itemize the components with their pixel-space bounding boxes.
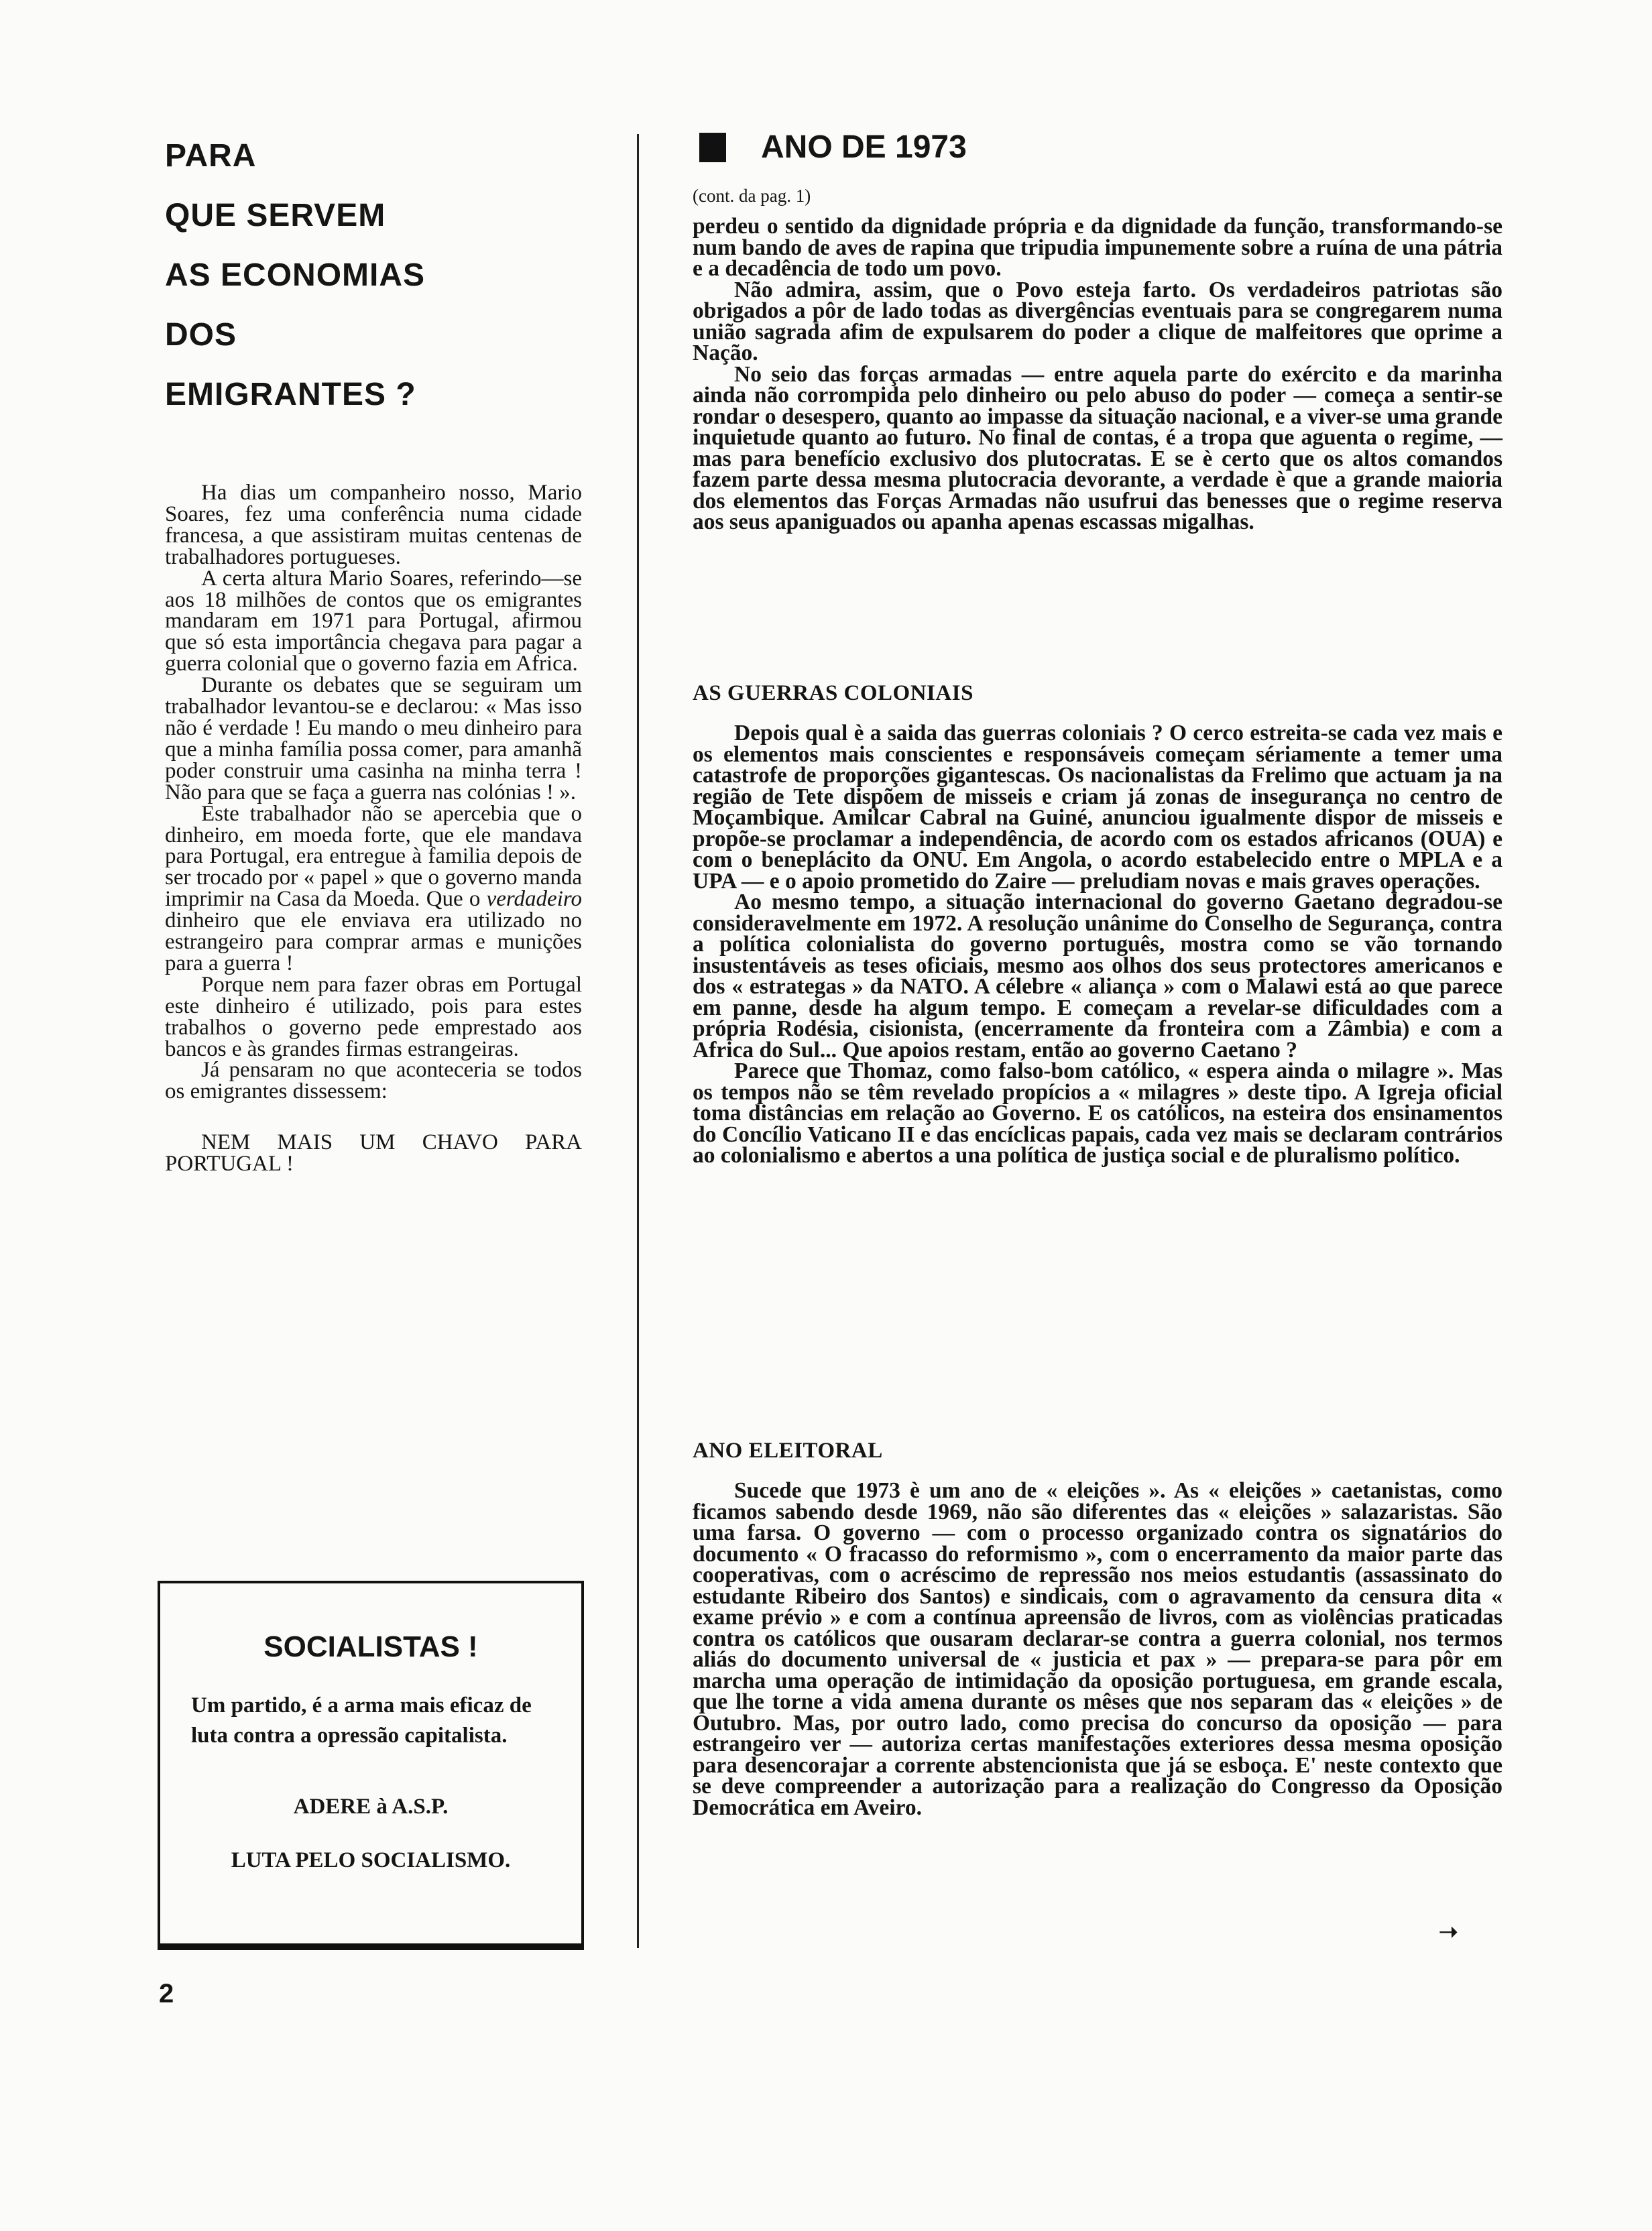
- section-1: [693, 216, 1502, 533]
- arrow-right-icon: ➝: [1439, 1920, 1458, 1945]
- closing-slogan: NEM MAIS UM CHAVO PARA PORTUGAL !: [165, 1130, 582, 1177]
- paragraph: Parece que Thomaz, como falso-bom católico, « espera ainda o milagre ». Mas os tempos não se têm revelado propícios a « milagres » deste tipo. A Igreja oficial toma distâncias em relação ao Governo. E os católicos, na esteira dos ensinamentos do Concílio Vaticano II e das encíclicas papais, cada vez mais se declaram contrários ao colonialismo e abertos a una política de justiça social e de pluralismo político.: [693, 1059, 1502, 1168]
- title-line: EMIGRANTES ?: [165, 377, 416, 412]
- paragraph: Sucede que 1973 è um ano de « eleições ». As « eleições » caetanistas, como ficamos sabendo desde 1969, não são diferentes das « eleições » salazaristas. São uma farsa. O governo — com o processo organizado contra os signatários do documento « O fracasso do reformismo », com o encerramento da maior parte das cooperativas, com o acréscimo de repressão nos meios estudantis (assassinato do estudante Ribeiro dos Santos) e sindicais, com o agravamento da censura dita « exame prévio » e com a contínua apreensão de livros, com as violências praticadas contra os católicos que ousaram declarar-se contra a guerra colonial, nos termos aliás do documento universal de « justicia et pax » — prepara-se para pôr em marcha uma operação de intimidação da oposição portuguesa, em grande escala, que lhe torne a vida amena durante os mêses que nos separam das « eleições » de Outubro. Mas, por outro lado, como precisa do concurso da oposição — para estrangeiro ver — autoriza certas manifestações exteriores dessa mesma oposição para desencorajar a corrente abstencionista que já se esboça. E' neste contexto que se deve compreender a autorização para a realização do Congresso da Oposição Democrática em Aveiro.: [693, 1478, 1502, 1820]
- box-text: Um partido, é a arma mais eficaz de luta contra a opressão capitalista.: [191, 1693, 532, 1748]
- paragraph: [165, 801, 582, 975]
- left-article-body: [165, 483, 582, 1175]
- emphasis: verdadeiro: [486, 887, 582, 912]
- page-number: 2: [159, 1979, 174, 2008]
- right-article-heading: [699, 129, 967, 166]
- paragraph: Ha dias um companheiro nosso, Mario Soares, fez uma conferência numa cidade francesa, a que assistiram muitas centenas de trabalhadores portugueses.: [165, 481, 582, 569]
- paragraph: Depois qual è a saida das guerras coloniais ? O cerco estreita-se cada vez mais e os elementos mais conscientes e responsáveis começam sériamente a temer uma catastrofe de proporções gigantescas. Os nacionalistas da Frelimo que actuam ja na região de Tete dispõem de misseis e criam já zonas de insegurança no centro de Moçambique. Amilcar Cabral na Guiné, anunciou igualmente dispor de misseis e propõe-se proclamar a independência, de acordo com os estados africanos (OUA) e com o beneplácito da ONU. Em Angola, o acordo estabelecido entre o MPLA e a UPA — e o apoio prometido do Zaire — preludiam novas e mais graves operações.: [693, 721, 1502, 894]
- paragraph: No seio das forças armadas — entre aquela parte do exército e da marinha ainda não corrompida pelo dinheiro ou pelo abuso do poder — começa a sentir-se rondar o desespero, quanto ao impasse da situação nacional, e a viver-se uma grande inquietude quanto ao futuro. No final de contas, é a tropa que aguenta o regime, — mas para benefício exclusivo dos plutocratas. E se è certo que os altos comandos fazem parte dessa mesma plutocracia devorante, a verdade è que a grande maioria dos elementos das Forças Armadas não usufrui das benesses que o regime reserva aos seus apaniguados ou apanha apenas escassas migalhas.: [693, 361, 1502, 534]
- heading-text: ANO DE 1973: [761, 129, 967, 165]
- paragraph: Porque nem para fazer obras em Portugal este dinheiro é utilizado, pois para estes trabalhos o governo pede emprestado aos bancos e às grandes firmas estrangeiras.: [165, 972, 582, 1061]
- column-divider: [637, 134, 639, 1948]
- title-line: AS ECONOMIAS: [165, 257, 426, 293]
- box-slogan: ADERE à A.S.P.: [293, 1795, 449, 1819]
- paragraph-text: Este trabalhador não se apercebia que o dinheiro, em moeda forte, que ele mandava para Portugal, era entregue à familia depois de ser trocado por « papel » que o governo manda imprimir na Casa da Moeda. Que o: [165, 801, 582, 912]
- title-line: QUE SERVEM: [165, 198, 386, 233]
- left-article-title: [165, 126, 594, 424]
- paragraph: Durante os debates que se seguiram um trabalhador levantou-se e declarou: « Mas isso não é verdade ! Eu mando o meu dinheiro para que a minha família possa comer, para amanhã poder construir uma casinha na minha terra ! Não para que se faça a guerra nas colónias ! ».: [165, 673, 582, 804]
- section-3: [693, 1480, 1502, 1818]
- paragraph: Já pensaram no que aconteceria se todos os emigrantes dissessem:: [165, 1058, 582, 1104]
- title-line: DOS: [165, 317, 237, 353]
- subheading: AS GUERRAS COLONIAIS: [693, 681, 973, 705]
- paragraph: A certa altura Mario Soares, referindo—se aos 18 milhões de contos que os emigrantes mandaram em 1971 para Portugal, afirmou que só esta importância chegava para pagar a guerra colonial que o governo fazia em Africa.: [165, 566, 582, 676]
- section-2: [693, 723, 1502, 1166]
- square-bullet-icon: [699, 133, 726, 162]
- paragraph: perdeu o sentido da dignidade própria e da dignidade da função, transformando-se num bando de aves de rapina que tripudia impunemente sobre a ruína de una pátria e a decadência de todo um povo.: [693, 214, 1502, 281]
- paragraph: Ao mesmo tempo, a situação internacional do governo Gaetano degradou-se consideravelmente em 1972. A resolução unânime do Conselho de Segurança, contra a política colonialista do governo português, mostra como se vão tornando insustentáveis as teses oficiais, mesmo aos olhos dos seus protectores americanos e dos « estrategas » da NATO. A célebre « aliança » com o Malawi está ao que parece em panne, desde ha algum tempo. E começam a revelar-se dificuldades com a própria Rodésia, cisionista, (encerramente da fronteira com a Zâmbia) e com a Africa do Sul... Que apoios restam, então ao governo Caetano ?: [693, 890, 1502, 1063]
- box-title: SOCIALISTAS !: [263, 1630, 478, 1663]
- subheading: ANO ELEITORAL: [693, 1439, 883, 1463]
- continuation-note: (cont. da pag. 1): [693, 186, 811, 206]
- socialistas-box: [158, 1581, 584, 1950]
- paragraph-text: dinheiro que ele enviava era utilizado no estrangeiro para comprar armas e munições para a guerra !: [165, 908, 582, 975]
- box-slogan: LUTA PELO SOCIALISMO.: [231, 1848, 511, 1872]
- paragraph: Não admira, assim, que o Povo esteja farto. Os verdadeiros patriotas são obrigados a pôr de lado todas as divergências eventuais para se congregarem numa união sagrada afim de expulsarem do poder a clique de malfeitores que oprime a Nação.: [693, 277, 1502, 365]
- title-line: PARA: [165, 138, 257, 174]
